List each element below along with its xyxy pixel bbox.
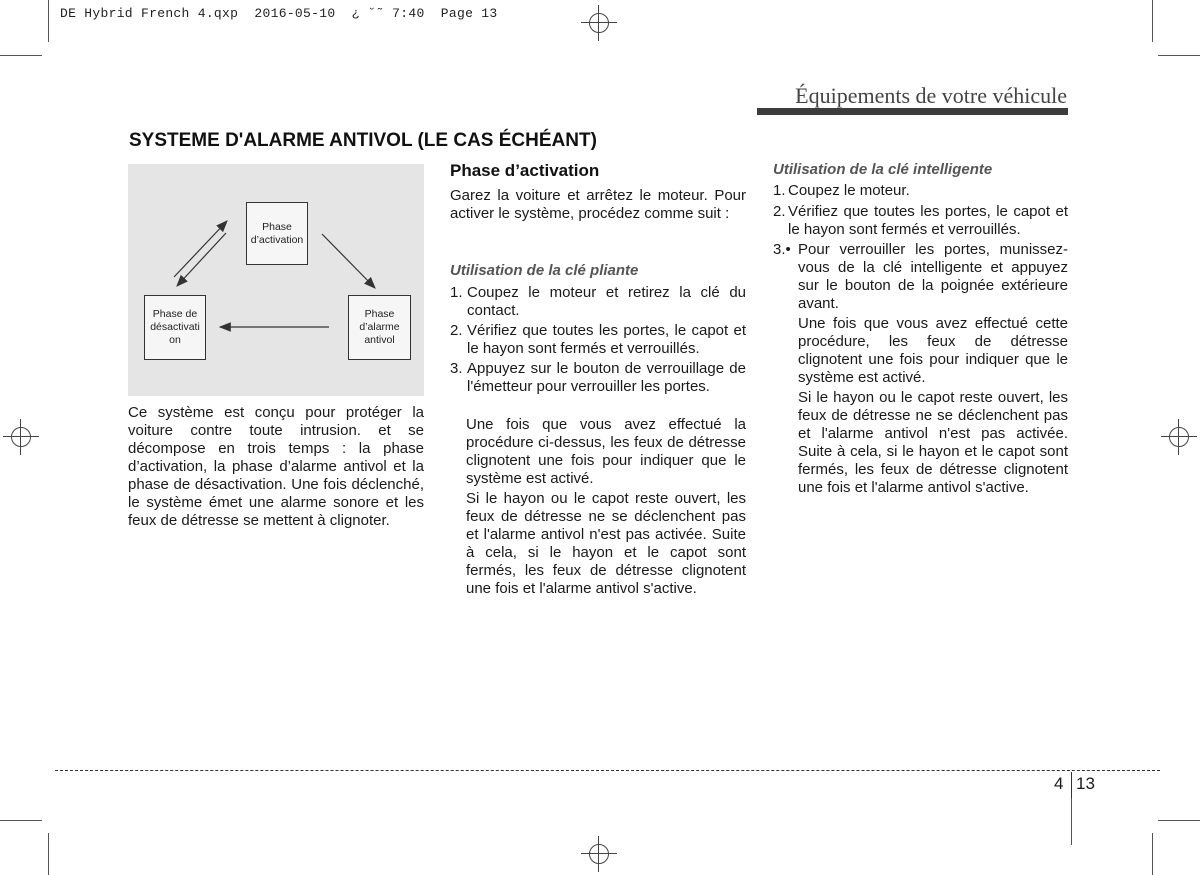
crop-mark bbox=[1152, 0, 1153, 42]
open-hood-note: Si le hayon ou le capot reste ouvert, les feux de détresse ne se déclenchent pas et l'alarme antivol n'est pas activée. Suite à cela, si le hayon et le capot sont fermés, les feux de détresse clignotent une fois et l'alarme antivol s'active. bbox=[798, 389, 1068, 496]
footer-dashed-rule bbox=[55, 770, 1160, 771]
step-number: 2. bbox=[773, 203, 786, 220]
crop-mark bbox=[1071, 798, 1072, 845]
deactivation-phase-box: Phase de désactivati on bbox=[144, 295, 206, 360]
crop-mark bbox=[0, 820, 42, 821]
phase-diagram bbox=[128, 164, 424, 396]
page-number: 13 bbox=[1076, 774, 1095, 793]
step-number: 1. bbox=[773, 182, 786, 199]
crop-mark bbox=[0, 55, 42, 56]
step-number: 2. bbox=[450, 322, 463, 339]
step-text: Vérifiez que toutes les portes, le capot et le hayon sont fermés et verrouillés. bbox=[788, 203, 1068, 238]
page-heading: SYSTEME D'ALARME ANTIVOL (LE CAS ÉCHÉANT) bbox=[129, 130, 597, 151]
folding-key-subheading: Utilisation de la clé pliante bbox=[450, 262, 639, 279]
step-number: 3.• bbox=[773, 241, 791, 258]
step-text: Vérifiez que toutes les portes, le capot et le hayon sont fermés et verrouillés. bbox=[467, 322, 746, 357]
smart-key-subheading: Utilisation de la clé intelligente bbox=[773, 161, 993, 178]
chapter-number: 4 bbox=[1054, 774, 1064, 793]
step-number: 3. bbox=[450, 360, 463, 377]
section-title: Équipements de votre véhicule bbox=[795, 83, 1067, 108]
crop-mark bbox=[48, 833, 49, 875]
crop-mark bbox=[1158, 820, 1200, 821]
diagram-arrows bbox=[128, 164, 424, 396]
arrow-activation-to-alarm bbox=[322, 234, 375, 288]
page-number-divider bbox=[1071, 772, 1072, 798]
header-rule bbox=[757, 108, 1068, 115]
crop-mark bbox=[1152, 833, 1153, 875]
arrow-deactivation-to-activation bbox=[174, 221, 227, 277]
activation-note: Une fois que vous avez effectué la procédure ci-dessus, les feux de détresse clignotent une fois pour indiquer que le système est activé. bbox=[466, 416, 746, 487]
registration-mark-icon bbox=[1161, 419, 1197, 455]
activation-phase-box: Phase d’activation bbox=[246, 202, 308, 265]
registration-mark-icon bbox=[3, 419, 39, 455]
alarm-phase-box: Phase d’alarme antivol bbox=[348, 295, 411, 360]
registration-mark-icon bbox=[581, 5, 617, 41]
step-text: Coupez le moteur et retirez la clé du contact. bbox=[467, 284, 746, 319]
open-hood-note: Si le hayon ou le capot reste ouvert, les feux de détresse ne se déclenchent pas et l'alarme antivol n'est pas activée. Suite à cela, si le hayon et le capot sont fermés, les feux de détresse clignotent une fois et l'alarme antivol s'active. bbox=[466, 490, 746, 597]
intro-paragraph: Ce système est conçu pour protéger la voiture contre toute intrusion. et se décompose en trois temps : la phase d’activation, la phase d’alarme antivol et la phase de désactivation. Une fois déclenché, le système émet une alarme sonore et les feux de détresse se mettent à clignoter. bbox=[128, 404, 424, 529]
activation-note: Une fois que vous avez effectué cette procédure, les feux de détresse clignotent une fois pour indiquer que le système est activé. bbox=[798, 315, 1068, 386]
step-number: 1. bbox=[450, 284, 463, 301]
crop-mark bbox=[48, 0, 49, 42]
print-header: DE Hybrid French 4.qxp 2016-05-10 ¿ ˘˜ 7:40 Page 13 bbox=[60, 6, 498, 21]
crop-mark bbox=[1158, 55, 1200, 56]
activation-heading: Phase d’activation bbox=[450, 161, 600, 180]
activation-intro: Garez la voiture et arrêtez le moteur. Pour activer le système, procédez comme suit : bbox=[450, 187, 746, 222]
step-text: Coupez le moteur. bbox=[788, 182, 910, 199]
registration-mark-icon bbox=[581, 836, 617, 872]
arrow-activation-to-deactivation bbox=[177, 233, 226, 286]
step-text: Pour verrouiller les portes, munissez-vous de la clé intelligente et appuyez sur le bouton de la poignée extérieure avant. bbox=[798, 241, 1068, 312]
step-text: Appuyez sur le bouton de verrouillage de l'émetteur pour verrouiller les portes. bbox=[467, 360, 746, 395]
